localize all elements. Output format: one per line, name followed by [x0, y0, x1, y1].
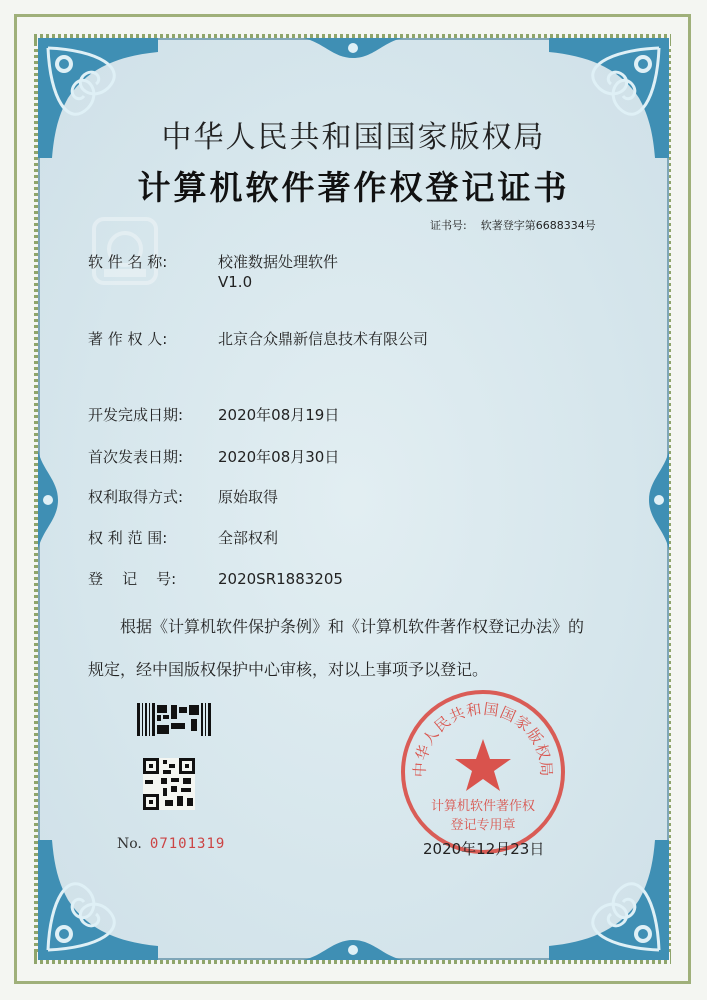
seal-line-1: 计算机软件著作权 [430, 799, 536, 814]
field-label: 著 作 权 人: [88, 330, 168, 348]
field-owner [88, 328, 428, 349]
field-value: 2020年08月30日 [218, 448, 340, 466]
serial-number [117, 836, 225, 852]
cert-number-label: 证书号: [430, 219, 467, 232]
statement-line-2: 规定，经中国版权保护中心审核，对以上事项予以登记。 [88, 660, 489, 679]
field-software-version [88, 273, 252, 291]
field-pub-date [88, 446, 339, 467]
field-value: 2020SR1883205 [218, 570, 343, 588]
field-label: 首次发表日期: [88, 448, 184, 466]
issue-date: 2020年12月23日 [423, 840, 545, 858]
serial-value: 07101319 [149, 836, 226, 852]
corner-ornament-icon [549, 840, 669, 960]
field-label: 登 记 号: [88, 570, 177, 588]
field-software-name [88, 251, 338, 272]
qr-code-icon [143, 758, 195, 810]
field-value: V1.0 [218, 273, 253, 291]
top-ornament-icon [303, 38, 403, 60]
field-label: 软 件 名 称: [88, 253, 168, 271]
field-value: 校准数据处理软件 [218, 253, 339, 271]
right-ornament-icon [647, 450, 669, 550]
field-value: 原始取得 [218, 488, 279, 506]
official-seal-icon [398, 687, 568, 857]
field-label: 权 利 范 围: [88, 529, 168, 547]
field-label: 开发完成日期: [88, 406, 184, 424]
svg-text:中华人民共和国国家版权局: 中华人民共和国国家版权局 [410, 699, 556, 778]
cert-number-value: 软著登字第6688334号 [480, 219, 596, 232]
statement-line-1: 根据《计算机软件保护条例》和《计算机软件著作权登记办法》的 [120, 617, 585, 636]
field-scope [88, 527, 278, 548]
field-value: 2020年08月19日 [218, 406, 340, 424]
field-dev-date [88, 404, 339, 425]
seal-line-2: 登记专用章 [450, 818, 516, 833]
field-value: 北京合众鼎新信息技术有限公司 [218, 330, 429, 348]
corner-ornament-icon [38, 840, 158, 960]
bottom-ornament-icon [303, 938, 403, 960]
barcode-icon [137, 703, 213, 736]
serial-label: No. [117, 836, 142, 852]
field-reg-no [88, 568, 343, 589]
field-acquire [88, 486, 278, 507]
field-value: 全部权利 [218, 529, 279, 547]
issuing-authority: 中华人民共和国国家版权局 [161, 120, 546, 155]
left-ornament-icon [38, 450, 60, 550]
field-label: 权利取得方式: [88, 488, 184, 506]
certificate-number [430, 217, 610, 233]
certificate-title: 计算机软件著作权登记证书 [137, 168, 570, 207]
